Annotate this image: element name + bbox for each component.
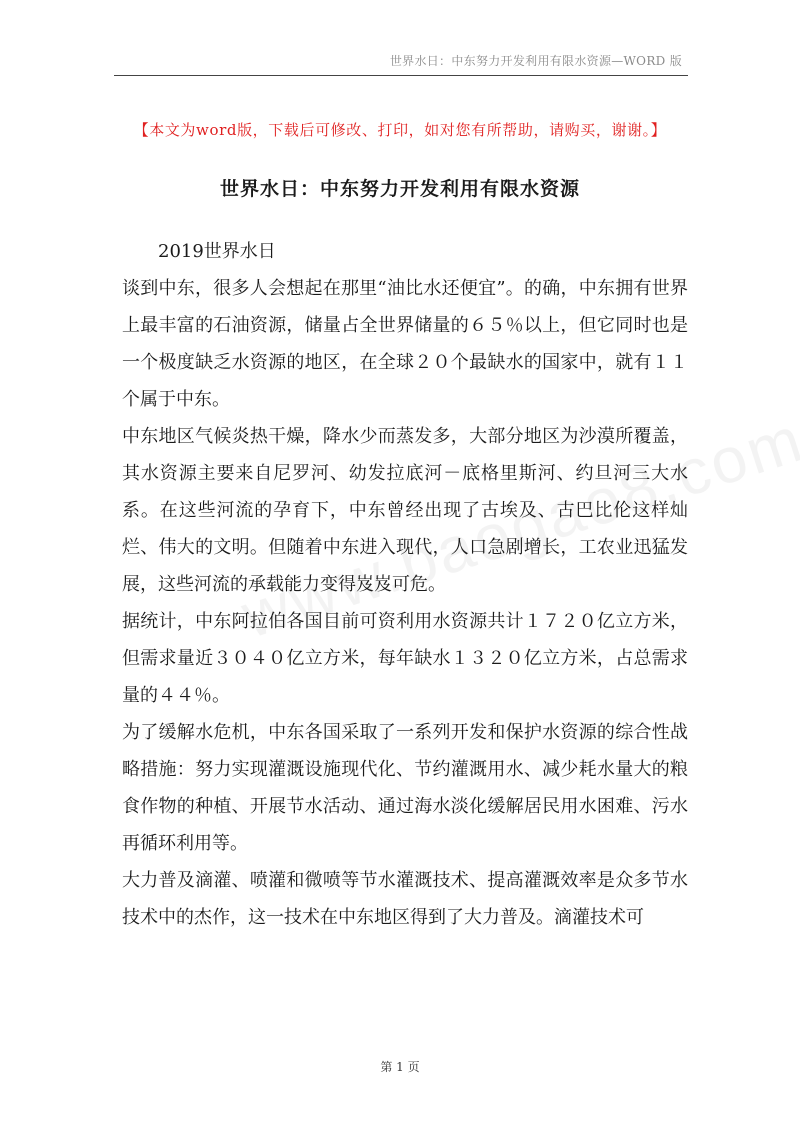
running-header: 世界水日：中东努力开发利用有限水资源—WORD 版 [389,54,682,68]
article-body [122,233,688,936]
paragraph: 大力普及滴灌、喷灌和微喷等节水灌溉技术、提高灌溉效率是众多节水技术中的杰作，这一技术在中东地区得到了大力普及。滴灌技术可 [122,870,688,928]
paragraph: 谈到中东，很多人会想起在那里“油比水还便宜”。的确，中东拥有世界上最丰富的石油资源，储量占全世界储量的６５％以上，但它同时也是一个极度缺乏水资源的地区，在全球２０个最缺水的国家中，就有１１个属于中东。 [122,278,688,410]
paragraph: 为了缓解水危机，中东各国采取了一系列开发和保护水资源的综合性战略措施：努力实现灌溉设施现代化、节约灌溉用水、减少耗水量大的粮食作物的种植、开展节水活动、通过海水淡化缓解居民用水困难、污水再循环利用等。 [122,722,688,854]
paragraph-subtitle: 2019世界水日 [158,241,276,262]
paragraph: 据统计，中东阿拉伯各国目前可资利用水资源共计１７２０亿立方米，但需求量近３０４０亿立方米，每年缺水１３２０亿立方米，占总需求量的４４％。 [122,611,688,706]
header-divider [114,75,688,76]
download-notice: 【本文为word版，下载后可修改、打印，如对您有所帮助，请购买，谢谢。】 [133,121,667,139]
paragraph: 中东地区气候炎热干燥，降水少而蒸发多，大部分地区为沙漠所覆盖，其水资源主要来自尼罗河、幼发拉底河－底格里斯河、约旦河三大水系。在这些河流的孕育下，中东曾经出现了古埃及、古巴比伦这样灿烂、伟大的文明。但随着中东进入现代，人口急剧增长，工农业迅猛发展，这些河流的承载能力变得岌岌可危。 [122,426,688,595]
page-number: 第 1 页 [380,1060,420,1074]
page-title: 世界水日：中东努力开发利用有限水资源 [219,178,580,200]
